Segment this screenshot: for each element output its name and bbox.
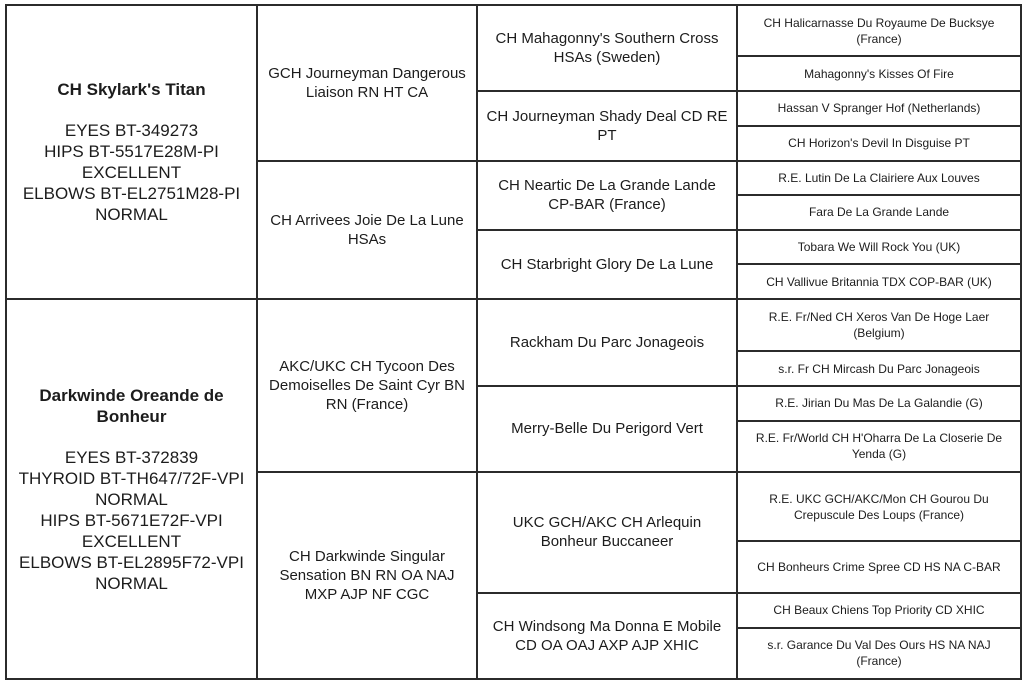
ancestor-cell: R.E. Lutin De La Clairiere Aux Louves — [737, 161, 1021, 195]
dam-dam-sire-cell: UKC GCH/AKC CH Arlequin Bonheur Buccaneer — [477, 472, 737, 593]
dam-health-line: EYES BT-372839 — [64, 447, 199, 467]
ancestor-cell: s.r. Garance Du Val Des Ours HS NA NAJ (France) — [737, 628, 1021, 679]
sire-cell — [6, 5, 257, 299]
sire-health — [13, 120, 250, 225]
dam-dam-cell: CH Darkwinde Singular Sensation BN RN OA NAJ MXP AJP NF CGC — [257, 472, 477, 679]
pedigree-table — [5, 4, 1022, 680]
sire-health-line: EYES BT-349273 — [64, 121, 199, 141]
sire-sire-cell: GCH Journeyman Dangerous Liaison RN HT CA — [257, 5, 477, 161]
ancestor-cell: Mahagonny's Kisses Of Fire — [737, 56, 1021, 91]
sire-health-line: EXCELLENT — [81, 163, 182, 183]
ancestor-cell: Fara De La Grande Lande — [737, 195, 1021, 230]
dam-health-line: NORMAL — [95, 573, 168, 593]
ancestor-cell: CH Vallivue Britannia TDX COP-BAR (UK) — [737, 264, 1021, 299]
sire-dam-dam-cell: CH Starbright Glory De La Lune — [477, 230, 737, 299]
sire-health-line: NORMAL — [95, 205, 168, 225]
ancestor-cell: R.E. Jirian Du Mas De La Galandie (G) — [737, 386, 1021, 421]
ancestor-cell: R.E. Fr/World CH H'Oharra De La Closerie De Yenda (G) — [737, 421, 1021, 472]
ancestor-cell: CH Halicarnasse Du Royaume De Bucksye (France) — [737, 5, 1021, 56]
dam-sire-sire-cell: Rackham Du Parc Jonageois — [477, 299, 737, 385]
ancestor-cell: s.r. Fr CH Mircash Du Parc Jonageois — [737, 351, 1021, 385]
dam-health — [13, 447, 250, 594]
dam-sire-cell: AKC/UKC CH Tycoon Des Demoiselles De Saint Cyr BN RN (France) — [257, 299, 477, 472]
ancestor-cell: R.E. UKC GCH/AKC/Mon CH Gourou Du Crepuscule Des Loups (France) — [737, 472, 1021, 541]
dam-health-line: THYROID BT-TH647/72F-VPI — [18, 468, 245, 488]
ancestor-cell: R.E. Fr/Ned CH Xeros Van De Hoge Laer (Belgium) — [737, 299, 1021, 351]
ancestor-cell: Tobara We Will Rock You (UK) — [737, 230, 1021, 264]
dam-sire-dam-cell: Merry-Belle Du Perigord Vert — [477, 386, 737, 472]
sire-sire-sire-cell: CH Mahagonny's Southern Cross HSAs (Sweden) — [477, 5, 737, 91]
ancestor-cell: CH Horizon's Devil In Disguise PT — [737, 126, 1021, 161]
sire-health-line: ELBOWS BT-EL2751M28-PI — [22, 184, 241, 204]
sire-dam-sire-cell: CH Neartic De La Grande Lande CP-BAR (France) — [477, 161, 737, 230]
dam-health-line: NORMAL — [95, 489, 168, 509]
ancestor-cell: CH Bonheurs Crime Spree CD HS NA C-BAR — [737, 541, 1021, 592]
dam-cell — [6, 299, 257, 679]
sire-dam-cell: CH Arrivees Joie De La Lune HSAs — [257, 161, 477, 300]
ancestor-cell: CH Beaux Chiens Top Priority CD XHIC — [737, 593, 1021, 628]
dam-health-line: EXCELLENT — [81, 531, 182, 551]
sire-sire-dam-cell: CH Journeyman Shady Deal CD RE PT — [477, 91, 737, 160]
dam-health-line: ELBOWS BT-EL2895F72-VPI — [19, 552, 244, 572]
dam-dam-dam-cell: CH Windsong Ma Donna E Mobile CD OA OAJ AXP AJP XHIC — [477, 593, 737, 679]
sire-health-line: HIPS BT-5517E28M-PI — [44, 142, 219, 162]
ancestor-cell: Hassan V Spranger Hof (Netherlands) — [737, 91, 1021, 125]
dam-health-line: HIPS BT-5671E72F-VPI — [40, 510, 223, 530]
sire-name: CH Skylark's Titan — [57, 80, 206, 100]
dam-name: Darkwinde Oreande de Bonheur — [39, 385, 224, 426]
